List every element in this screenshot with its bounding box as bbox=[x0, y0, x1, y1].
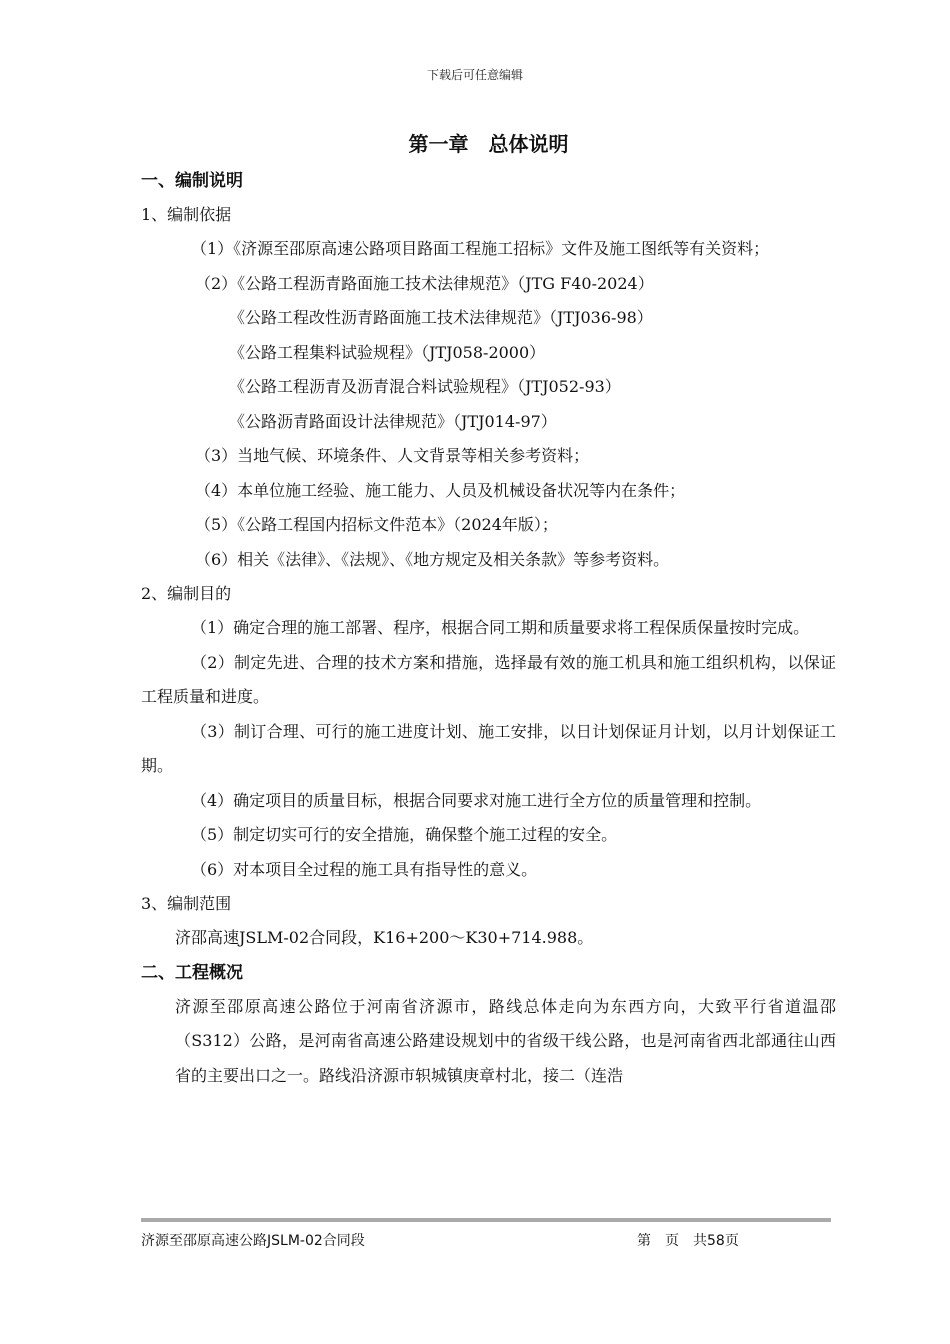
basis-item-2: （2）《公路工程沥青路面施工技术法律规范》（JTG F40-2024） bbox=[195, 273, 654, 293]
basis-item-2d: 《公路工程沥青及沥青混合料试验规程》（JTJ052-93） bbox=[229, 377, 621, 396]
subsection-heading-purpose: 2、编制目的 bbox=[141, 584, 232, 603]
basis-item-6: （6）相关《法律》、《法规》、《地方规定及相关条款》等参考资料。 bbox=[195, 549, 670, 569]
chapter-title: 第一章 总体说明 bbox=[408, 132, 569, 156]
footer-contract-label: 济源至邵原高速公路JSLM-02合同段 bbox=[141, 1233, 365, 1249]
section-heading-compilation: 一、编制说明 bbox=[141, 171, 243, 191]
basis-item-2c: 《公路工程集料试验规程》（JTJ058-2000） bbox=[229, 342, 546, 362]
purpose-item-6: （6）对本项目全过程的施工具有指导性的意义。 bbox=[191, 859, 538, 879]
footer-divider bbox=[141, 1218, 831, 1222]
purpose-item-1: （1）确定合理的施工部署、程序，根据合同工期和质量要求将工程保质保量按时完成。 bbox=[191, 618, 810, 637]
section-heading-overview: 二、工程概况 bbox=[141, 962, 243, 983]
scope-text: 济邵高速JSLM-02合同段，K16+200～K30+714.988。 bbox=[175, 928, 594, 947]
purpose-item-4: （4）确定项目的质量目标，根据合同要求对施工进行全方位的质量管理和控制。 bbox=[191, 790, 762, 810]
basis-item-5: （5）《公路工程国内招标文件范本》（2024年版）； bbox=[195, 515, 558, 534]
basis-item-3: （3）当地气候、环境条件、人文背景等相关参考资料； bbox=[195, 446, 590, 465]
subsection-heading-basis: 1、编制依据 bbox=[141, 205, 232, 224]
basis-item-1: （1）《济源至邵原高速公路项目路面工程施工招标》文件及施工图纸等有关资料； bbox=[191, 239, 770, 258]
purpose-item-5: （5）制定切实可行的安全措施，确保整个施工过程的安全。 bbox=[191, 825, 618, 844]
subsection-heading-scope: 3、编制范围 bbox=[141, 894, 232, 913]
purpose-item-3: （3）制订合理、可行的施工进度计划、施工安排，以日计划保证月计划，以月计划保证工期。 bbox=[141, 721, 836, 775]
page-header: 下载后可任意编辑 bbox=[426, 68, 523, 82]
document-body bbox=[141, 124, 836, 1093]
purpose-item-2: （2）制定先进、合理的技术方案和措施，选择最有效的施工机具和施工组织机构，以保证工程质量和进度。 bbox=[141, 652, 836, 706]
overview-text: 济源至邵原高速公路位于河南省济源市，路线总体走向为东西方向，大致平行省道温邵（S312）公路，是河南省高速公路建设规划中的省级干线公路，也是河南省西北部通往山西省的主要出口之一。路线沿济源市轵城镇庚章村北，接二（连浩 bbox=[175, 996, 836, 1085]
basis-item-2e: 《公路沥青路面设计法律规范》（JTJ014-97） bbox=[229, 411, 557, 431]
footer-page-number: 第 页 共58页 bbox=[637, 1233, 739, 1249]
basis-item-4: （4）本单位施工经验、施工能力、人员及机械设备状况等内在条件； bbox=[195, 480, 686, 500]
basis-item-2b: 《公路工程改性沥青路面施工技术法律规范》（JTJ036-98） bbox=[229, 308, 653, 327]
